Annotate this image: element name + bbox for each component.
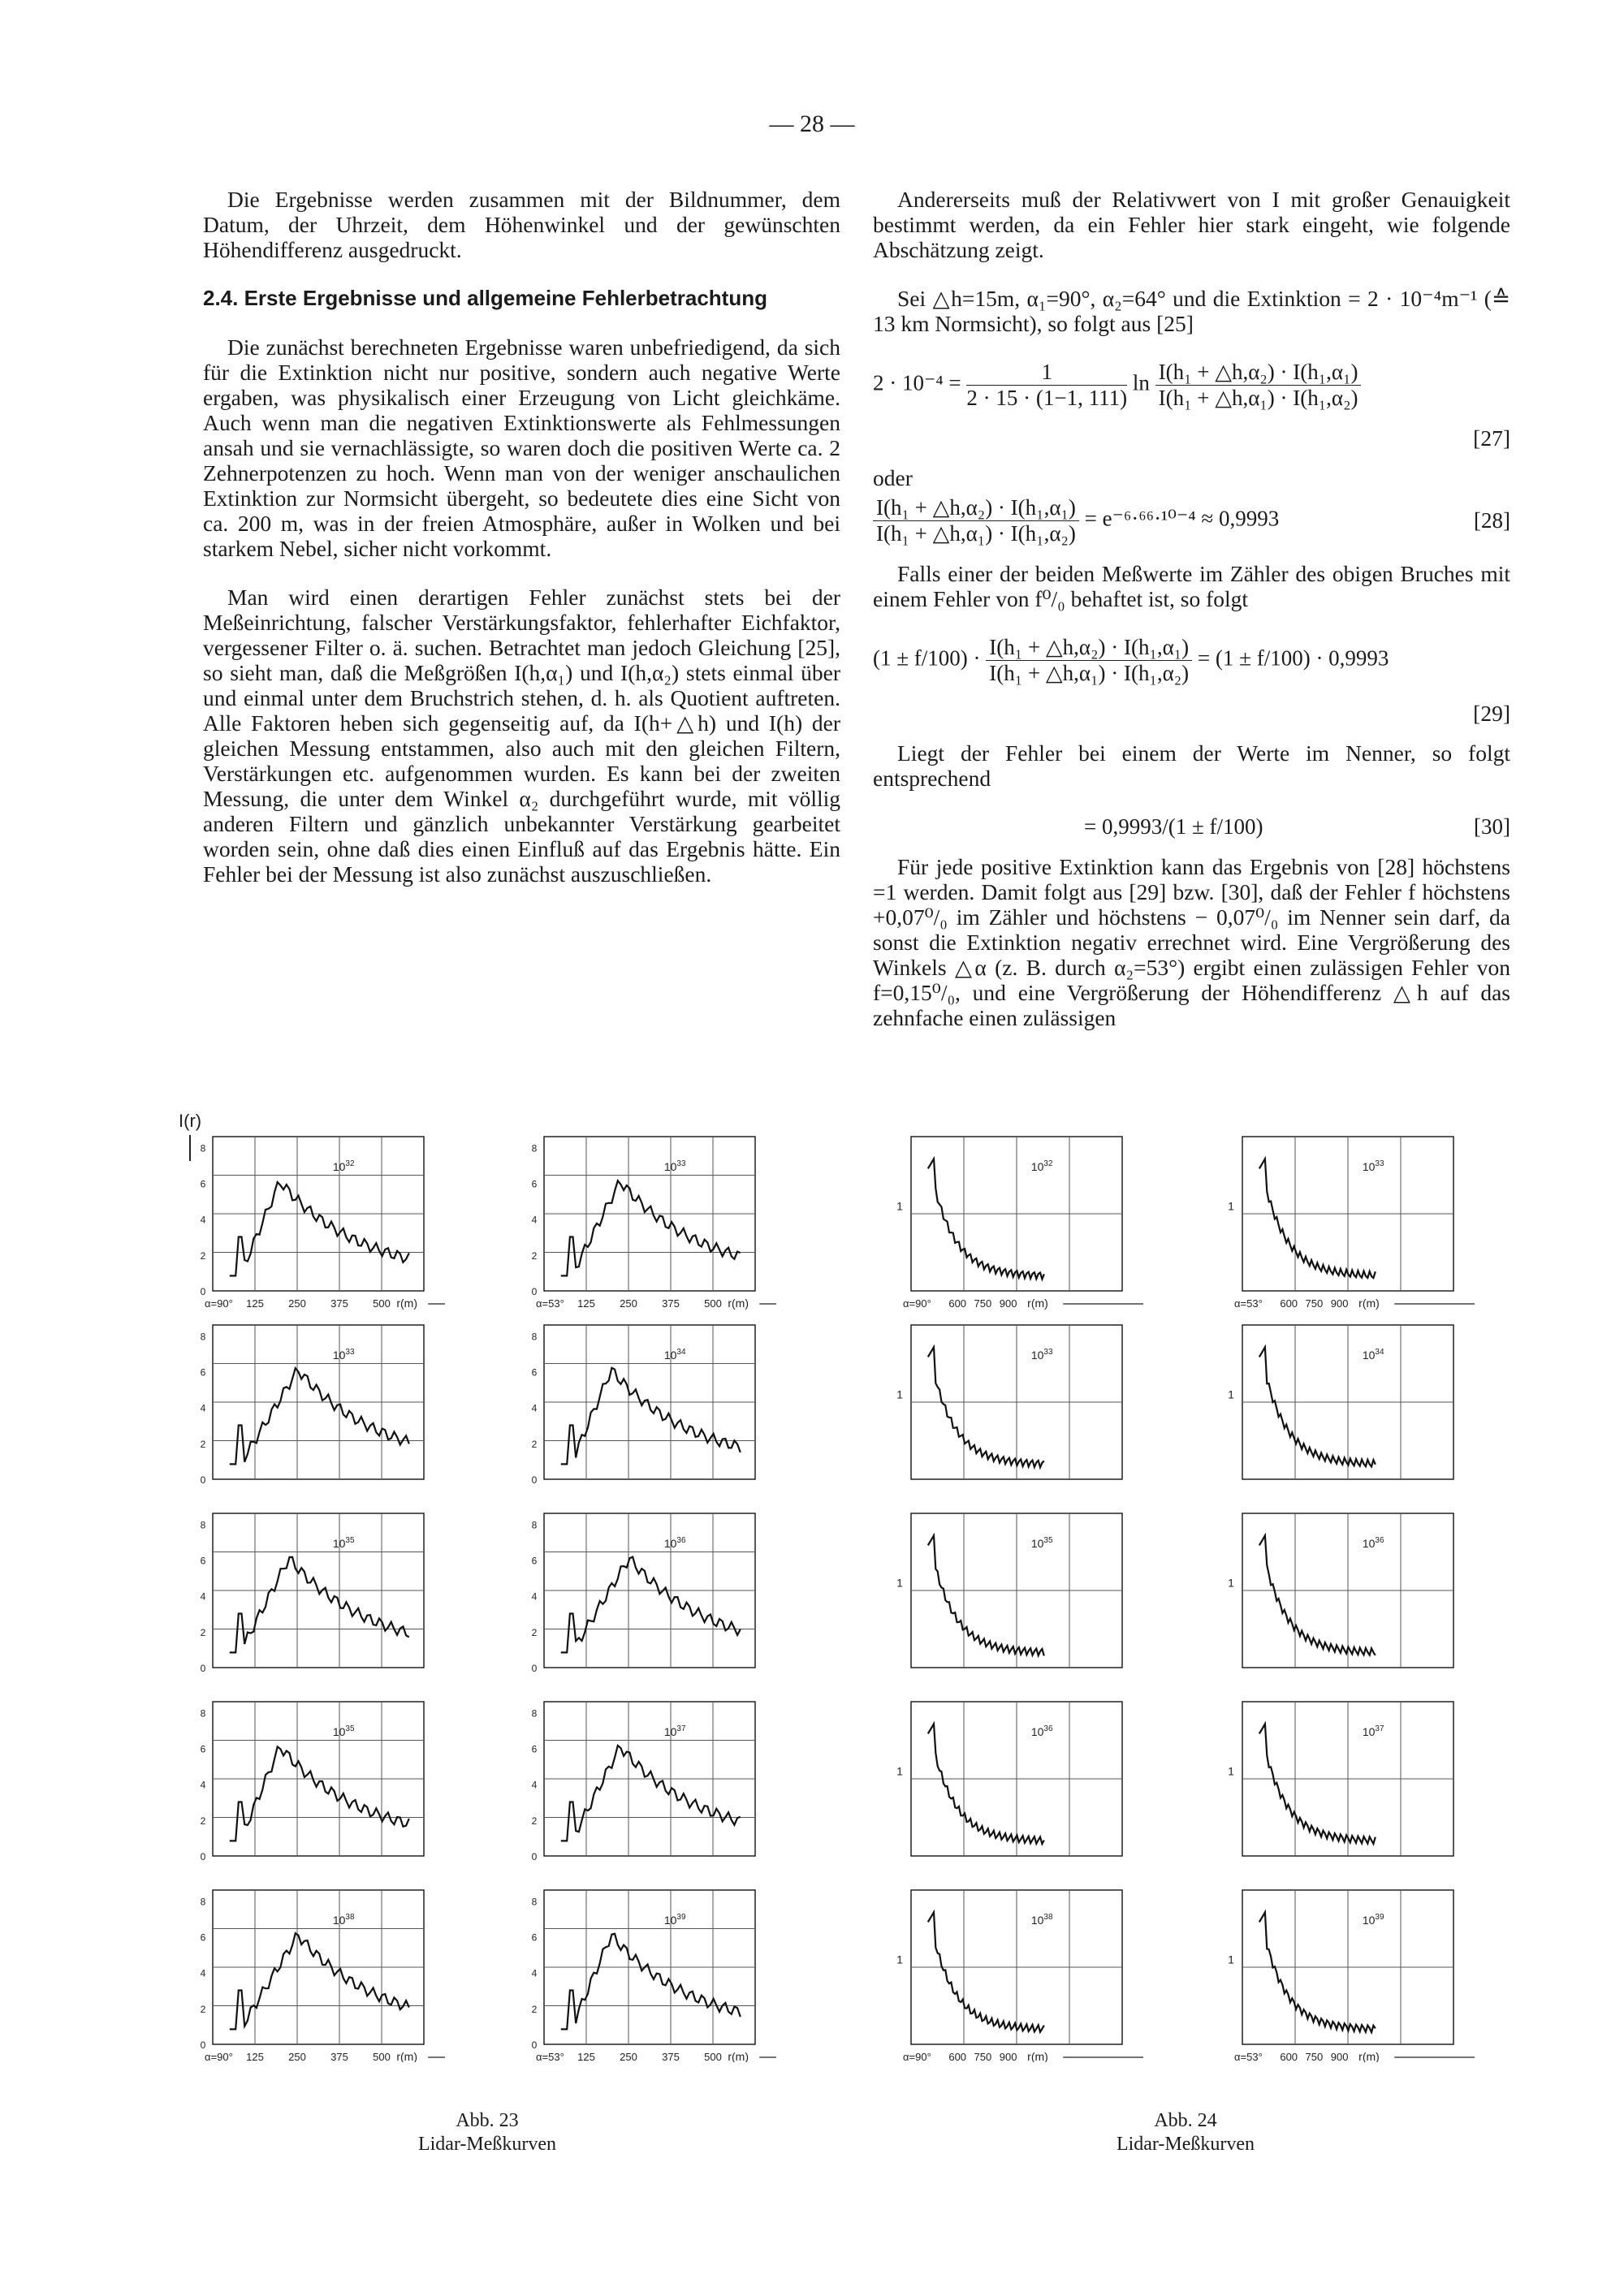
alpha-label: α=90° xyxy=(903,2051,931,2062)
equation-29: (1 ± f/100) · $\frac{\text{I(h₁ + △h,α₂) · I(h₁,α₁)}}{\text{I(h₁ + △h,α₁) · I(h₁,α₂)}}$ = (1 ± f/100) · 0,9993 xyxy=(873,635,1389,685)
x-tick-label: 900 xyxy=(999,2051,1017,2062)
figure-23-caption: Abb. 23 Lidar-Meßkurven xyxy=(417,2110,557,2155)
y-tick-label: 6 xyxy=(531,1931,538,1944)
y-tick-label: 2 xyxy=(531,2003,538,2015)
y-tick-label: 6 xyxy=(200,1366,206,1379)
lidar-curve xyxy=(230,1368,409,1464)
lidar-panel xyxy=(1228,1513,1453,1668)
x-tick-label: 500 xyxy=(373,1297,391,1310)
lidar-panel xyxy=(896,1890,1143,2062)
x-tick-label: 250 xyxy=(620,2051,637,2062)
lidar-panel xyxy=(1228,1890,1475,2062)
x-axis-label: r(m) xyxy=(396,2050,418,2062)
equation-label: [27] xyxy=(1473,425,1510,451)
y-tick-label: 4 xyxy=(200,1967,206,1979)
x-tick-label: 750 xyxy=(974,1297,992,1310)
paragraph: Man wird einen derartigen Fehler zunächst stets bei der Meßeinrichtung, falscher Verstärkungsfaktor, fehlerhafter Eichfaktor, vergessener Filter o. ä. suchen. Betrachtet man jedoch Gleichung [25], so sieht man, daß die Meßgrößen I(h,α₁) und I(h,α₂) stets einmal über und einmal unter dem Bruchstrich stehen, d. h. als Quotient auftreten. Alle Faktoren heben sich gegenseitig auf, da I(h+△h) und I(h) der gleichen Messung entstammen, also auch mit den gleichen Filtern, Verstärkungen etc. aufgenommen wurden. Es kann bei der zweiten Messung, die unter dem Winkel α₂ durchgeführt wurde, mit völlig anderen Filtern und gänzlich unbekannter Verstärkung gearbeitet worden sein, ohne daß dies einen Einfluß auf das Ergebnis hätte. Ein Fehler bei der Messung ist also zunächst auszuschließen. xyxy=(203,585,840,887)
panel-label: $10^{34}$ xyxy=(1362,1347,1384,1362)
panel-label: $10^{37}$ xyxy=(663,1724,686,1738)
y-tick-label: 1 xyxy=(896,1576,903,1590)
paragraph: Für jede positive Extinktion kann das Ergebnis von [28] höchstens =1 werden. Damit folgt aus [29] bzw. [30], daß der Fehler f höchstens +0,07⁰/₀ im Zähler und höchstens − 0,07⁰/₀ im Nenner sein darf, da sonst die Extinktion negativ errechnet wird. Eine Vergrößerung des Winkels △α (z. B. durch α₂=53°) ergibt einen zulässigen Fehler von f=0,15⁰/₀, und eine Vergrößerung der Höhendifferenz △h auf das zehnfache einen zulässigen xyxy=(873,854,1510,1030)
alpha-label: α=53° xyxy=(1234,2051,1263,2062)
equation-label: [29] xyxy=(1473,701,1510,726)
y-tick-label: 6 xyxy=(531,1366,538,1379)
panel-label: $10^{37}$ xyxy=(1362,1724,1384,1738)
y-tick-label: 4 xyxy=(200,1214,206,1226)
lidar-curve xyxy=(928,1535,1044,1655)
y-tick-label: 2 xyxy=(531,1626,538,1638)
y-tick-label: 0 xyxy=(531,1474,538,1486)
x-tick-label: 500 xyxy=(704,2051,722,2062)
equation-label: [28] xyxy=(1474,508,1510,533)
x-axis-label: r(m) xyxy=(1358,1297,1380,1310)
y-tick-label: 6 xyxy=(200,1743,206,1755)
figure-24-lidar-curves xyxy=(861,1112,1510,2062)
y-tick-label: 8 xyxy=(531,1142,538,1154)
y-tick-label: 6 xyxy=(200,1555,206,1567)
alpha-label: α=90° xyxy=(903,1297,931,1310)
y-tick-label: 1 xyxy=(896,1953,903,1966)
y-tick-label: 2 xyxy=(531,1249,538,1262)
panel-label: $10^{36}$ xyxy=(1030,1724,1053,1738)
x-tick-label: 125 xyxy=(577,1297,595,1310)
y-tick-label: 1 xyxy=(896,1199,903,1213)
x-tick-label: 250 xyxy=(620,1297,637,1310)
lidar-panel xyxy=(896,1325,1122,1479)
panel-label: $10^{39}$ xyxy=(663,1912,686,1927)
lidar-panel xyxy=(532,1137,776,1310)
y-tick-label: 8 xyxy=(531,1896,538,1908)
paragraph: Die Ergebnisse werden zusammen mit der Bildnummer, dem Datum, der Uhrzeit, dem Höhenwinkel und der gewünschten Höhendifferenz ausgedruckt. xyxy=(203,187,840,262)
lidar-panel xyxy=(896,1137,1143,1310)
lidar-panel xyxy=(201,1137,445,1310)
paragraph: Die zunächst berechneten Ergebnisse waren unbefriedigend, da sich für die Extinktion nicht nur positive, sondern auch negative Werte ergaben, was physikalisch einer Erzeugung von Licht gleichkäme. Auch wenn man die negativen Extinktionswerte als Fehlmessungen ansah und sie vernachlässigte, so waren doch die positiven Werte ca. 2 Zehnerpotenzen zu hoch. Wenn man von der weniger anschaulichen Extinktion zur Normsicht übergeht, so bedeutete dies eine Sicht von ca. 200 m, was in der freien Atmosphäre, außer in Wolken und bei starkem Nebel, sicher nicht vorkommt. xyxy=(203,334,840,561)
y-tick-label: 8 xyxy=(531,1519,538,1531)
x-axis-label: r(m) xyxy=(728,1297,749,1310)
x-tick-label: 375 xyxy=(662,2051,680,2062)
x-axis-label: r(m) xyxy=(396,1297,418,1310)
lidar-panel xyxy=(532,1702,755,1862)
lidar-curve xyxy=(230,1933,409,2029)
y-tick-label: 0 xyxy=(200,1663,206,1674)
y-tick-label: 0 xyxy=(531,1663,538,1674)
lidar-curve xyxy=(928,1347,1044,1467)
page-number: — 28 — xyxy=(769,110,855,137)
lidar-curve xyxy=(1259,1347,1376,1466)
x-tick-label: 750 xyxy=(1305,1297,1324,1310)
panel-label: $10^{33}$ xyxy=(1030,1347,1053,1362)
y-tick-label: 2 xyxy=(200,1249,206,1262)
y-tick-label: 8 xyxy=(200,1519,206,1531)
y-tick-label: 4 xyxy=(200,1779,206,1791)
lidar-curve xyxy=(561,1368,741,1465)
y-tick-label: 8 xyxy=(200,1142,206,1154)
section-heading: 2.4. Erste Ergebnisse und allgemeine Fehlerbetrachtung xyxy=(203,286,767,310)
y-tick-label: 4 xyxy=(531,1402,538,1414)
panel-label: $10^{35}$ xyxy=(332,1724,355,1738)
x-tick-label: 600 xyxy=(1280,2051,1298,2062)
lidar-panel xyxy=(201,1702,424,1862)
panel-label: $10^{36}$ xyxy=(663,1535,686,1550)
alpha-label: α=53° xyxy=(1234,1297,1263,1310)
lidar-curve xyxy=(1259,1912,1376,2032)
y-tick-label: 6 xyxy=(200,1931,206,1944)
y-tick-label: 8 xyxy=(200,1707,206,1720)
panel-label: $10^{39}$ xyxy=(1362,1912,1384,1927)
lidar-curve xyxy=(928,1912,1044,2032)
x-axis-label: r(m) xyxy=(1027,2050,1048,2062)
x-tick-label: 500 xyxy=(373,2051,391,2062)
x-axis-label: r(m) xyxy=(728,2050,749,2062)
y-tick-label: 6 xyxy=(200,1178,206,1190)
x-tick-label: 900 xyxy=(1330,2051,1349,2062)
lidar-panel xyxy=(1228,1702,1453,1856)
oder-text: oder xyxy=(873,465,913,490)
panel-label: $10^{34}$ xyxy=(663,1347,686,1362)
y-tick-label: 0 xyxy=(200,2039,206,2051)
y-tick-label: 4 xyxy=(531,1779,538,1791)
y-tick-label: 4 xyxy=(531,1967,538,1979)
x-tick-label: 600 xyxy=(948,2051,967,2062)
lidar-curve xyxy=(561,1934,741,2030)
lidar-curve xyxy=(1259,1535,1376,1655)
x-tick-label: 900 xyxy=(1330,1297,1349,1310)
x-axis-label: r(m) xyxy=(1027,1297,1048,1310)
y-tick-label: 2 xyxy=(531,1815,538,1827)
lidar-curve xyxy=(561,1746,741,1841)
y-tick-label: 1 xyxy=(896,1388,903,1401)
lidar-panel xyxy=(201,1325,424,1486)
lidar-curve xyxy=(561,1557,741,1653)
y-tick-label: 0 xyxy=(531,1851,538,1862)
y-tick-label: 6 xyxy=(531,1178,538,1190)
x-tick-label: 600 xyxy=(948,1297,967,1310)
lidar-curve xyxy=(928,1159,1044,1279)
x-tick-label: 375 xyxy=(662,1297,680,1310)
y-tick-label: 8 xyxy=(200,1896,206,1908)
lidar-panel xyxy=(532,1325,755,1486)
y-tick-label: 4 xyxy=(200,1402,206,1414)
y-tick-label: 2 xyxy=(531,1438,538,1450)
lidar-curve xyxy=(230,1746,409,1841)
x-tick-label: 375 xyxy=(330,1297,348,1310)
y-tick-label: 8 xyxy=(531,1331,538,1343)
y-tick-label: 8 xyxy=(531,1707,538,1720)
lidar-panel xyxy=(896,1702,1122,1856)
lidar-panel xyxy=(532,1890,776,2062)
panel-label: $10^{36}$ xyxy=(1362,1535,1384,1550)
paragraph: Falls einer der beiden Meßwerte im Zähler des obigen Bruches mit einem Fehler von f⁰/₀ behaftet ist, so folgt xyxy=(873,561,1510,611)
y-axis-label: I(r) xyxy=(179,1112,202,1131)
x-tick-label: 375 xyxy=(330,2051,348,2062)
left-column xyxy=(203,187,840,910)
y-tick-label: 1 xyxy=(1228,1953,1234,1966)
equation-label: [30] xyxy=(1474,814,1510,839)
equation-28: $\frac{\text{I(h₁ + △h,α₂) · I(h₁,α₁)}}{\text{I(h₁ + △h,α₁) · I(h₁,α₂)}}$ = e⁻⁶·⁶⁶·¹⁰⁻⁴ ≈ 0,9993 [28] xyxy=(873,495,1510,546)
alpha-label: α=53° xyxy=(536,2051,564,2062)
x-tick-label: 125 xyxy=(577,2051,595,2062)
panel-label: $10^{35}$ xyxy=(332,1535,355,1550)
lidar-panel xyxy=(201,1890,445,2062)
panel-label: $10^{32}$ xyxy=(1030,1159,1053,1173)
panel-label: $10^{38}$ xyxy=(1030,1912,1053,1927)
y-tick-label: 8 xyxy=(200,1331,206,1343)
y-tick-label: 2 xyxy=(200,1626,206,1638)
lidar-curve xyxy=(230,1182,409,1275)
y-tick-label: 4 xyxy=(531,1590,538,1603)
panel-label: $10^{32}$ xyxy=(332,1159,355,1173)
panel-label: $10^{33}$ xyxy=(1362,1159,1384,1173)
x-tick-label: 125 xyxy=(246,2051,264,2062)
lidar-curve xyxy=(928,1724,1044,1844)
paragraph: Liegt der Fehler bei einem der Werte im Nenner, so folgt entsprechend xyxy=(873,740,1510,791)
y-tick-label: 2 xyxy=(200,1815,206,1827)
y-tick-label: 0 xyxy=(200,1286,206,1297)
y-tick-label: 0 xyxy=(531,1286,538,1297)
lidar-panel xyxy=(1228,1137,1475,1310)
lidar-curve xyxy=(561,1180,741,1275)
x-tick-label: 250 xyxy=(288,1297,306,1310)
y-tick-label: 4 xyxy=(200,1590,206,1603)
y-tick-label: 6 xyxy=(531,1555,538,1567)
x-tick-label: 750 xyxy=(1305,2051,1324,2062)
alpha-label: α=90° xyxy=(205,2051,233,2062)
x-tick-label: 250 xyxy=(288,2051,306,2062)
lidar-panel xyxy=(532,1513,755,1674)
x-tick-label: 750 xyxy=(974,2051,992,2062)
figure-23-lidar-curves xyxy=(162,1112,812,2062)
y-tick-label: 0 xyxy=(531,2039,538,2051)
y-tick-label: 1 xyxy=(1228,1576,1234,1590)
panel-label: $10^{35}$ xyxy=(1030,1535,1053,1550)
lidar-panel xyxy=(896,1513,1122,1668)
y-tick-label: 6 xyxy=(531,1743,538,1755)
y-tick-label: 0 xyxy=(200,1851,206,1862)
paragraph: Sei △h=15m, α₁=90°, α₂=64° und die Extinktion = 2 · 10⁻⁴m⁻¹ (≙ 13 km Normsicht), so folgt aus [25] xyxy=(873,286,1510,336)
x-tick-label: 125 xyxy=(246,1297,264,1310)
y-tick-label: 1 xyxy=(1228,1199,1234,1213)
y-tick-label: 2 xyxy=(200,1438,206,1450)
equation-27: 2 · 10⁻⁴ = $\frac{1}{2 \cdot 15 \cdot (1-1, 111)}$ ln $\frac{\text{I(h₁ + △h,α₂) · I(h₁,α₁)}}{\text{I(h₁ + △h,α₁) · I(h₁,α₂)}}$ xyxy=(873,360,1510,411)
panel-label: $10^{38}$ xyxy=(332,1912,355,1927)
y-tick-label: 0 xyxy=(200,1474,206,1486)
alpha-label: α=53° xyxy=(536,1297,564,1310)
y-tick-label: 2 xyxy=(200,2003,206,2015)
figure-24-caption: Abb. 24 Lidar-Meßkurven xyxy=(1116,2110,1255,2155)
x-axis-label: r(m) xyxy=(1358,2050,1380,2062)
lidar-panel xyxy=(201,1513,424,1674)
equation-30: = 0,9993/(1 ± f/100) [30] xyxy=(1084,814,1510,839)
y-tick-label: 4 xyxy=(531,1214,538,1226)
alpha-label: α=90° xyxy=(205,1297,233,1310)
y-tick-label: 1 xyxy=(1228,1388,1234,1401)
paragraph: Andererseits muß der Relativwert von I mit großer Genauigkeit bestimmt werden, da ein Fehler hier stark eingeht, wie folgende Abschätzung zeigt. xyxy=(873,187,1510,262)
x-tick-label: 500 xyxy=(704,1297,722,1310)
lidar-curve xyxy=(230,1557,409,1653)
x-tick-label: 900 xyxy=(999,1297,1017,1310)
x-tick-label: 600 xyxy=(1280,1297,1298,1310)
y-tick-label: 1 xyxy=(896,1764,903,1778)
panel-label: $10^{33}$ xyxy=(663,1159,686,1173)
lidar-curve xyxy=(1259,1159,1376,1278)
y-tick-label: 1 xyxy=(1228,1764,1234,1778)
lidar-panel xyxy=(1228,1325,1453,1479)
right-column xyxy=(873,187,1510,1054)
lidar-curve xyxy=(1259,1724,1376,1844)
panel-label: $10^{33}$ xyxy=(332,1347,355,1362)
